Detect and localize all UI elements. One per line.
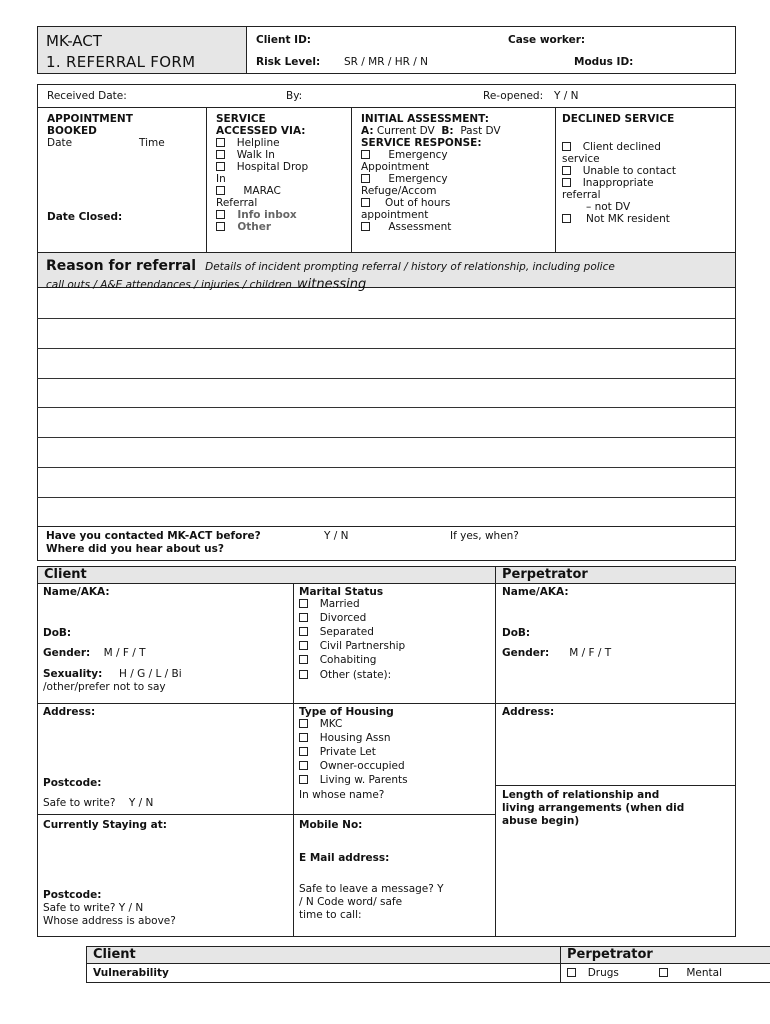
- currently-staying-cell: [37, 814, 294, 937]
- client-gender-label: Gender:: [43, 647, 91, 659]
- reason-desc-1: Details of incident prompting referral / history of relationship, including police: [205, 261, 615, 273]
- client-sexuality-other[interactable]: /other/prefer not to say: [43, 681, 166, 693]
- perpetrator-name-label: Name/AKA:: [502, 586, 569, 598]
- service-accessed-cell: [206, 107, 352, 253]
- checkbox[interactable]: [299, 761, 308, 770]
- refuge-accom-text: Refuge/Accom: [361, 185, 437, 197]
- appointment-title-1: APPOINTMENT: [47, 113, 133, 125]
- email-label: E Mail address:: [299, 852, 390, 864]
- checkbox[interactable]: [299, 775, 308, 784]
- checkbox[interactable]: [659, 968, 668, 977]
- divorced-option[interactable]: Divorced: [299, 612, 366, 625]
- client-name-label: Name/AKA:: [43, 586, 110, 598]
- reason-line: [37, 348, 735, 349]
- reason-line: [37, 318, 735, 319]
- client-address-label: Address:: [43, 706, 96, 718]
- client-header: [37, 566, 496, 584]
- other-state-option[interactable]: Other (state):: [299, 669, 391, 682]
- out-of-hours-option[interactable]: Out of hours: [361, 197, 450, 210]
- checkbox[interactable]: [216, 150, 225, 159]
- perpetrator-dob-label: DoB:: [502, 627, 531, 639]
- initial-assessment-title: INITIAL ASSESSMENT:: [361, 113, 489, 125]
- reason-line: [37, 407, 735, 408]
- checkbox[interactable]: [216, 222, 225, 231]
- client-sexuality-options[interactable]: H / G / L / Bi: [118, 668, 182, 680]
- appointment-time-label: Time: [139, 137, 165, 149]
- reason-line: [37, 437, 735, 438]
- appointment-title-2: BOOKED: [47, 125, 97, 137]
- checkbox[interactable]: [299, 613, 308, 622]
- checkbox[interactable]: [299, 599, 308, 608]
- client-sexuality-label: Sexuality:: [43, 668, 103, 680]
- relationship-length-line-1: Length of relationship and: [502, 789, 660, 801]
- hospital-drop-option[interactable]: Hospital Drop: [216, 161, 308, 174]
- perpetrator-title: Perpetrator: [502, 567, 588, 582]
- mkc-option[interactable]: MKC: [299, 718, 342, 731]
- info-inbox-option[interactable]: Info inbox: [216, 209, 297, 222]
- safe-to-write-label: Safe to write?: [43, 797, 116, 809]
- checkbox[interactable]: [216, 186, 225, 195]
- client-declined-option[interactable]: Client declined: [562, 141, 661, 154]
- not-mk-resident-option[interactable]: Not MK resident: [562, 213, 670, 226]
- reason-desc-2: call outs / A&E attendances / injuries / children: [46, 279, 292, 291]
- modus-id-label: Modus ID:: [574, 56, 634, 68]
- perpetrator-personal-cell: [495, 583, 736, 704]
- risk-level-label: Risk Level:: [256, 56, 321, 68]
- client-id-label: Client ID:: [256, 34, 311, 46]
- checkbox[interactable]: [361, 150, 370, 159]
- initial-assessment-cell: [351, 107, 556, 253]
- not-dv-text: – not DV: [586, 201, 631, 213]
- bottom-client-title: Client: [93, 947, 136, 962]
- client-title: Client: [44, 567, 87, 582]
- out-of-hours-appointment-text: appointment: [361, 209, 429, 221]
- checkbox[interactable]: [299, 655, 308, 664]
- emergency-refuge-option[interactable]: Emergency: [361, 173, 448, 186]
- safe-message-line-3: time to call:: [299, 909, 362, 921]
- married-option[interactable]: Married: [299, 598, 360, 611]
- safe-message-line-2: / N Code word/ safe: [299, 896, 403, 908]
- hear-about-us-label: Where did you hear about us?: [46, 543, 224, 555]
- mobile-label: Mobile No:: [299, 819, 363, 831]
- housing-assn-option[interactable]: Housing Assn: [299, 732, 391, 745]
- owner-occupied-option[interactable]: Owner-occupied: [299, 760, 405, 773]
- other-option[interactable]: Other: [216, 221, 271, 234]
- helpline-option[interactable]: Helpline: [216, 137, 280, 150]
- contacted-before-options[interactable]: Y / N: [324, 530, 349, 542]
- declined-service-cell: [555, 107, 736, 253]
- appointment-cell: [37, 107, 207, 253]
- bottom-perpetrator-header: [560, 946, 770, 964]
- reason-desc-2-tail: witnessing: [297, 277, 367, 292]
- service-text: service: [562, 153, 600, 165]
- perpetrator-vulnerability-cell: [560, 963, 770, 983]
- checkbox[interactable]: [216, 210, 225, 219]
- client-postcode-label: Postcode:: [43, 777, 102, 789]
- currently-staying-label: Currently Staying at:: [43, 819, 167, 831]
- marital-status-title: Marital Status: [299, 586, 384, 598]
- checkbox[interactable]: [562, 214, 571, 223]
- marital-status-cell: [293, 583, 496, 704]
- client-postcode2-label: Postcode:: [43, 889, 102, 901]
- service-response-label: SERVICE RESPONSE:: [361, 137, 482, 149]
- org-name: MK-ACT: [46, 32, 102, 50]
- client-dob-label: DoB:: [43, 627, 72, 639]
- inappropriate-option[interactable]: Inappropriate: [562, 177, 654, 190]
- checkbox[interactable]: [562, 178, 571, 187]
- risk-level-options[interactable]: SR / MR / HR / N: [344, 56, 428, 68]
- perpetrator-gender-label: Gender:: [502, 647, 550, 659]
- reopened-options[interactable]: Y / N: [554, 90, 579, 102]
- housing-title: Type of Housing: [299, 706, 394, 718]
- safe-to-write-options[interactable]: Y / N: [128, 797, 154, 809]
- reason-line: [37, 467, 735, 468]
- relationship-length-cell: [495, 785, 736, 937]
- checkbox[interactable]: [299, 733, 308, 742]
- form-title-cell: [37, 26, 247, 74]
- client-gender-options[interactable]: M / F / T: [103, 647, 146, 659]
- whose-name-label: In whose name?: [299, 789, 385, 801]
- checkbox[interactable]: [361, 222, 370, 231]
- assessment-options[interactable]: A: Current DV B: Past DV: [361, 125, 501, 137]
- unable-to-contact-option[interactable]: Unable to contact: [562, 165, 676, 178]
- if-yes-when-label: If yes, when?: [450, 530, 519, 542]
- client-address-cell: [37, 703, 294, 815]
- service-accessed-title-1: SERVICE: [216, 113, 266, 125]
- vulnerability-label: Vulnerability: [93, 967, 169, 979]
- reason-header: [37, 252, 736, 292]
- vulnerability-cell: [86, 963, 561, 983]
- cohabiting-option[interactable]: Cohabiting: [299, 654, 376, 667]
- reason-title: Reason for referral: [46, 258, 197, 274]
- referral-text: referral: [562, 189, 601, 201]
- relationship-length-line-2: living arrangements (when did: [502, 802, 685, 814]
- safe-to-write2[interactable]: Safe to write? Y / N: [43, 902, 144, 914]
- marac-option[interactable]: MARAC: [216, 185, 281, 198]
- case-worker-label: Case worker:: [508, 34, 586, 46]
- service-accessed-title-2: ACCESSED VIA:: [216, 125, 306, 137]
- client-personal-cell: [37, 583, 294, 704]
- housing-type-cell: [293, 703, 496, 815]
- perpetrator-address-cell: [495, 703, 736, 786]
- drugs-option[interactable]: Drugs: [567, 967, 619, 980]
- by-label: By:: [286, 90, 303, 102]
- dates-row: [37, 84, 736, 108]
- checkbox[interactable]: [216, 162, 225, 171]
- bottom-perpetrator-title: Perpetrator: [567, 947, 653, 962]
- civil-partnership-option[interactable]: Civil Partnership: [299, 640, 405, 653]
- reopened-label: Re-opened:: [483, 90, 544, 102]
- assessment-option[interactable]: Assessment: [361, 221, 451, 234]
- checkbox[interactable]: [299, 747, 308, 756]
- appointment-text: Appointment: [361, 161, 430, 173]
- received-date-label: Received Date:: [47, 90, 127, 102]
- checkbox[interactable]: [567, 968, 576, 977]
- emergency-appointment-option[interactable]: Emergency: [361, 149, 448, 162]
- form-title: 1. REFERRAL FORM: [46, 53, 196, 71]
- checkbox[interactable]: [299, 670, 308, 679]
- declined-service-title: DECLINED SERVICE: [562, 113, 675, 125]
- walk-in-option[interactable]: Walk In: [216, 149, 275, 162]
- perpetrator-gender-options[interactable]: M / F / T: [569, 647, 612, 659]
- private-let-option[interactable]: Private Let: [299, 746, 376, 759]
- appointment-date-label: Date: [47, 137, 73, 149]
- whose-address-label: Whose address is above?: [43, 915, 176, 927]
- checkbox[interactable]: [299, 641, 308, 650]
- living-w-parents-option[interactable]: Living w. Parents: [299, 774, 408, 787]
- contact-history-row: [37, 526, 736, 561]
- checkbox[interactable]: [562, 166, 571, 175]
- perpetrator-address-label: Address:: [502, 706, 555, 718]
- checkbox[interactable]: [562, 142, 571, 151]
- safe-message-line-1[interactable]: Safe to leave a message? Y: [299, 883, 444, 895]
- checkbox[interactable]: [361, 198, 370, 207]
- reason-line: [37, 378, 735, 379]
- perpetrator-header: [495, 566, 736, 584]
- checkbox[interactable]: [299, 627, 308, 636]
- marac-referral-text: Referral: [216, 197, 258, 209]
- checkbox[interactable]: [361, 174, 370, 183]
- separated-option[interactable]: Separated: [299, 626, 374, 639]
- mental-option[interactable]: Mental: [659, 967, 722, 980]
- relationship-length-line-3: abuse begin): [502, 815, 580, 827]
- reason-line: [37, 497, 735, 498]
- contact-details-cell: [293, 814, 496, 937]
- checkbox[interactable]: [299, 719, 308, 728]
- bottom-client-header: [86, 946, 561, 964]
- header-fields-cell: [246, 26, 736, 74]
- date-closed-label: Date Closed:: [47, 211, 123, 223]
- checkbox[interactable]: [216, 138, 225, 147]
- contacted-before-label: Have you contacted MK-ACT before?: [46, 530, 261, 542]
- hospital-drop-in-text: In: [216, 173, 226, 185]
